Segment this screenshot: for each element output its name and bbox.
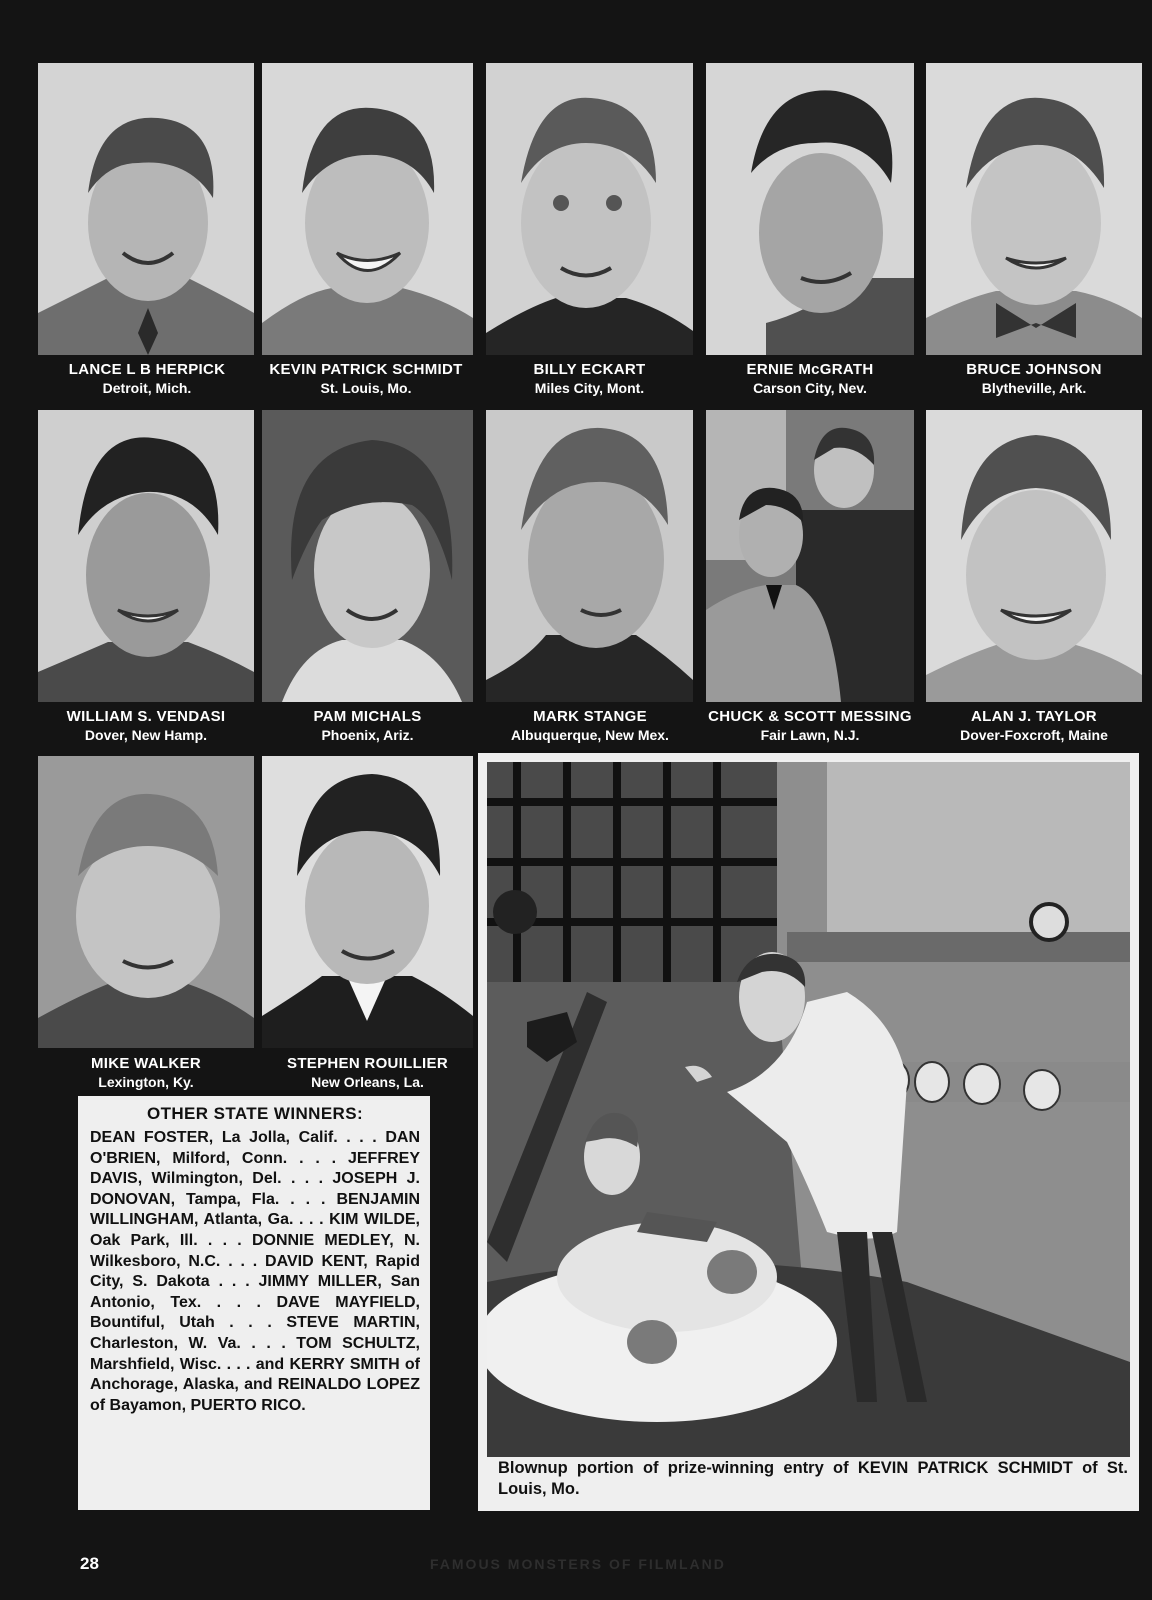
portrait-photo-schmidt bbox=[262, 63, 473, 355]
winner-name: LANCE L B HERPICK bbox=[68, 361, 226, 378]
other-state-winners-box bbox=[78, 1096, 430, 1510]
caption-mcgrath bbox=[706, 361, 914, 397]
portrait-photo-rouillier bbox=[262, 756, 473, 1048]
winner-name: WILLIAM S. VENDASI bbox=[66, 708, 226, 725]
winner-city: Blytheville, Ark. bbox=[981, 380, 1087, 396]
winner-city: Carson City, Nev. bbox=[753, 380, 867, 396]
caption-schmidt bbox=[246, 361, 486, 397]
portrait-photo-johnson bbox=[926, 63, 1142, 355]
caption-vendasi bbox=[28, 708, 264, 744]
portrait-photo-mcgrath bbox=[706, 63, 914, 355]
winner-city: Lexington, Ky. bbox=[98, 1074, 194, 1090]
winner-city: Dover, New Hamp. bbox=[84, 727, 208, 743]
magazine-footer: FAMOUS MONSTERS OF FILMLAND bbox=[430, 1556, 726, 1572]
page-number: 28 bbox=[80, 1554, 99, 1573]
portrait-photo-vendasi bbox=[38, 410, 254, 702]
caption-taylor bbox=[926, 708, 1142, 744]
winner-city: Detroit, Mich. bbox=[102, 380, 192, 396]
prize-entry-caption: Blownup portion of prize-winning entry of KEVIN PATRICK SCHMIDT of St. Louis, Mo. bbox=[498, 1459, 1128, 1498]
portrait-photo-eckart bbox=[486, 63, 693, 355]
winner-name: CHUCK & SCOTT MESSING bbox=[708, 708, 912, 725]
winner-name: BILLY ECKART bbox=[533, 361, 646, 378]
winner-name: ALAN J. TAYLOR bbox=[971, 708, 1097, 725]
winner-city: Albuquerque, New Mex. bbox=[511, 727, 669, 743]
portrait-photo-messing bbox=[706, 410, 914, 702]
winner-name: ERNIE McGRATH bbox=[746, 361, 874, 378]
winner-name: BRUCE JOHNSON bbox=[966, 361, 1102, 378]
winner-city: Dover-Foxcroft, Maine bbox=[960, 727, 1108, 743]
winner-city: St. Louis, Mo. bbox=[320, 380, 412, 396]
portrait-photo-walker bbox=[38, 756, 254, 1048]
winner-city: New Orleans, La. bbox=[311, 1074, 424, 1090]
caption-rouillier bbox=[262, 1055, 473, 1091]
winner-city: Phoenix, Ariz. bbox=[321, 727, 414, 743]
caption-walker bbox=[38, 1055, 254, 1091]
other-winners-heading: OTHER STATE WINNERS: bbox=[146, 1104, 364, 1123]
other-winners-list: DEAN FOSTER, La Jolla, Calif. . . . DAN O'BRIEN, Milford, Conn. . . . JEFFREY DAVIS, Wilmington, Del. . . . JOSEPH J. DONOVAN, Tampa, Fla. . . . BENJAMIN WILLINGHAM, Atlanta, Ga. . . . KIM WILDE, Oak Park, Ill. . . . DONNIE MEDLEY, N. Wilkesboro, N.C. . . . DAVID KENT, Rapid City, S. Dakota . . . JIMMY MILLER, San Antonio, Tex. . . . DAVE MAYFIELD, Bountiful, Utah . . . STEVE MARTIN, Charleston, W. Va. . . . TOM SCHULTZ, Marshfield, Wisc. . . . and KERRY SMITH of Anchorage, Alaska, and REINALDO LOPEZ of Bayamon, PUERTO RICO. bbox=[90, 1129, 420, 1414]
portrait-photo-taylor bbox=[926, 410, 1142, 702]
caption-eckart bbox=[486, 361, 693, 397]
portrait-photo-stange bbox=[486, 410, 693, 702]
portrait-photo-michals bbox=[262, 410, 473, 702]
winner-name: STEPHEN ROUILLIER bbox=[287, 1055, 448, 1072]
prize-entry-photo bbox=[487, 762, 1130, 1457]
portrait-photo-herpick bbox=[38, 63, 254, 355]
caption-johnson bbox=[926, 361, 1142, 397]
winner-name: MIKE WALKER bbox=[91, 1055, 201, 1072]
winner-name: KEVIN PATRICK SCHMIDT bbox=[269, 361, 463, 378]
winner-city: Miles City, Mont. bbox=[534, 380, 645, 396]
caption-stange bbox=[478, 708, 702, 744]
caption-michals bbox=[262, 708, 473, 744]
winner-city: Fair Lawn, N.J. bbox=[760, 727, 860, 743]
caption-herpick bbox=[22, 361, 272, 397]
winner-name: MARK STANGE bbox=[533, 708, 647, 725]
caption-messing bbox=[690, 708, 930, 744]
winner-name: PAM MICHALS bbox=[313, 708, 422, 725]
